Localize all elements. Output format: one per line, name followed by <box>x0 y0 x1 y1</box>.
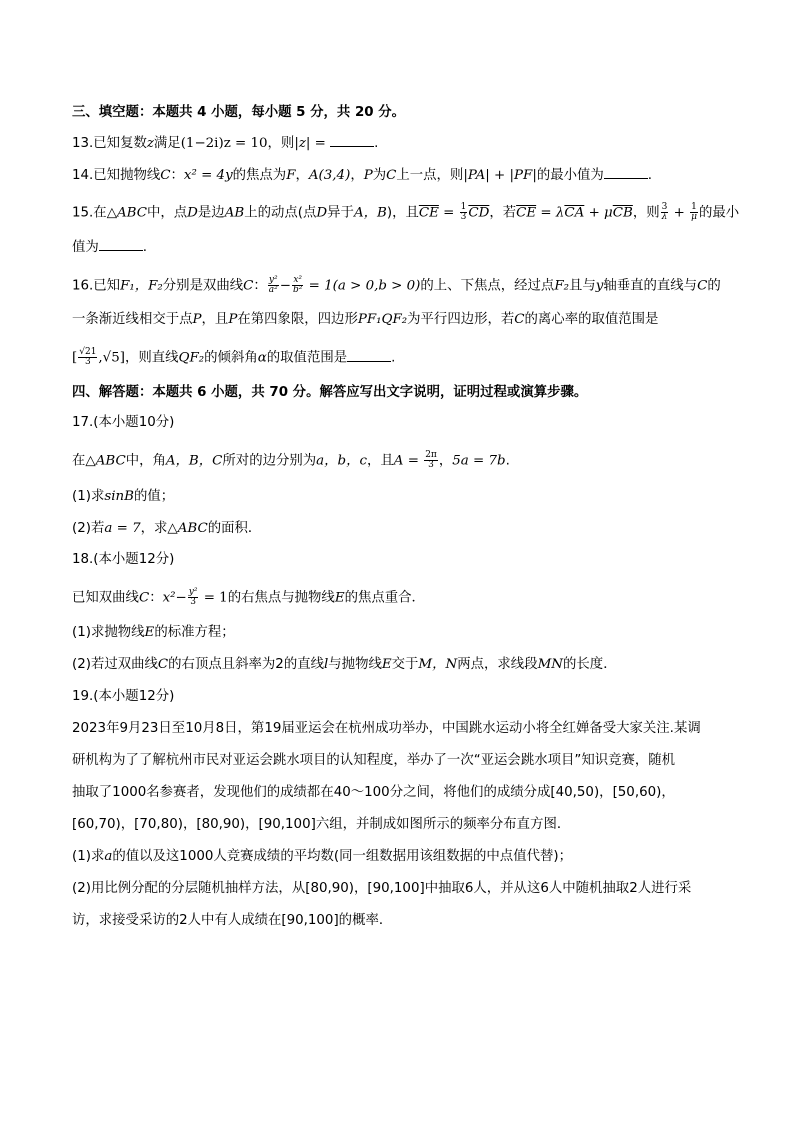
fraction-denominator: b² <box>293 285 303 295</box>
q16-math: C <box>697 278 708 294</box>
q16-math: C <box>514 312 525 327</box>
fraction-y2-3 <box>188 588 199 607</box>
q18-math: l <box>324 657 329 672</box>
fraction-one-third <box>460 203 468 222</box>
fraction-sqrt21-3 <box>78 348 97 367</box>
question-19-part-2: (2)用比例分配的分层随机抽样方法，从[80,90)，[90,100]中抽取6人，并从这6人中随机抽取2人进行采 <box>72 881 692 896</box>
q14-text: 的焦点为 <box>232 168 287 183</box>
q16-text: ，且 <box>201 312 229 327</box>
q17-text: ，且 <box>367 453 394 469</box>
q13-math: (1−2i)z = 10 <box>180 136 268 151</box>
q15-math: △ABC <box>106 205 147 221</box>
question-19-line: 抽取了1000名参赛者，发现他们的成绩都在40～100分之间，将他们的成绩分成[40,50)，[50,60)， <box>72 785 675 800</box>
q16-text: . <box>391 350 396 366</box>
q17-text: 的值； <box>133 489 175 504</box>
q13-text: 13.已知复数 <box>72 136 147 151</box>
fraction-y2-a2 <box>268 276 279 295</box>
question-19-part-2-cont: 访，求接受采访的2人中有人成绩在[90,100]的概率． <box>72 913 393 928</box>
q18-math: E <box>381 657 392 672</box>
q15-text: . <box>142 240 148 255</box>
q18-text: 两点，求线段 <box>457 657 538 672</box>
q16-text: 16.已知 <box>72 278 121 294</box>
question-14 <box>72 166 652 185</box>
fraction-denominator: a² <box>268 285 278 295</box>
q17-math: a，b，c <box>316 453 367 469</box>
q15-text: 是边 <box>197 205 225 221</box>
answer-blank[interactable] <box>330 134 374 147</box>
q16-text: 分别是双曲线 <box>162 278 244 294</box>
q14-math: A(3,4) <box>308 168 351 183</box>
q18-text: (2)若过双曲线 <box>72 657 158 672</box>
q15-math: AB <box>224 205 245 221</box>
q16-text: 的离心率的取值范围是 <box>524 312 659 327</box>
q14-text: . <box>647 168 653 183</box>
q18-math: E <box>144 625 155 640</box>
q15-math: + <box>669 205 690 221</box>
fraction-numerator: 3 <box>661 202 668 212</box>
q16-math: P <box>192 312 202 327</box>
fraction-numerator: y² <box>268 275 278 285</box>
q16-math: C <box>243 278 254 294</box>
q17-math: △ABC <box>85 453 126 469</box>
fraction-numerator: 2π <box>425 450 437 460</box>
q18-text: 已知双曲线 <box>72 590 139 606</box>
q15-math: D <box>316 205 328 221</box>
q14-math: F <box>286 168 296 183</box>
q17-text: ， <box>438 453 453 469</box>
q16-math: α <box>257 350 267 366</box>
fraction-numerator: 1 <box>460 202 467 212</box>
q16-text: 的上、下焦点，经过点 <box>420 278 555 294</box>
fraction-denominator: 3 <box>190 597 196 607</box>
vector-cd: $\overline{CD}$ <box>468 205 490 221</box>
q16-text: 且与 <box>568 278 596 294</box>
q15-text: 上的动点(点 <box>244 205 317 221</box>
q17-math: △ABC <box>167 521 208 536</box>
q16-math: P <box>228 312 238 327</box>
q13-math: = <box>310 136 331 151</box>
q18-math: x²− <box>162 590 187 606</box>
q17-math: a = 7 <box>104 521 141 536</box>
fraction-numerator: x² <box>293 275 303 285</box>
q17-text: (2)若 <box>72 521 105 536</box>
q16-math: PF₁QF₂ <box>357 312 408 327</box>
section-4-header: 四、解答题：本题共 6 小题，共 70 分。解答应写出文字说明，证明过程或演算步骤。 <box>72 385 588 400</box>
q14-text: ： <box>170 168 184 183</box>
q18-text: (1)求抛物线 <box>72 625 145 640</box>
q15-math: A，B <box>353 205 387 221</box>
q15-text: 15.在 <box>72 205 107 221</box>
q14-math: C <box>160 168 171 183</box>
q13-math: z <box>146 136 154 151</box>
q14-text: ， <box>295 168 309 183</box>
question-16-cont <box>72 311 658 329</box>
q14-text: 上一点，则 <box>396 168 464 183</box>
q16-text: ： <box>253 278 267 294</box>
q15-text: ，若 <box>489 205 517 221</box>
question-18 <box>72 588 425 608</box>
q15-text: 值为 <box>72 240 99 255</box>
vector-ce: $\overline{CE}$ <box>516 205 537 221</box>
q18-text: 与抛物线 <box>328 657 382 672</box>
q13-text: ，则 <box>267 136 295 151</box>
question-13 <box>72 134 378 153</box>
question-17-part-2 <box>72 520 261 538</box>
fraction-numerator: 1 <box>691 202 697 212</box>
q15-math: + μ <box>584 205 613 221</box>
q18-text: 的右焦点与抛物线 <box>227 590 335 606</box>
q15-text: ，则 <box>632 205 660 221</box>
q15-math: = <box>438 205 459 221</box>
q15-text: )，且 <box>386 205 419 221</box>
fraction-numerator: y² <box>188 587 198 597</box>
q16-math: F₁，F₂ <box>120 278 163 294</box>
question-18-part-2 <box>72 656 617 674</box>
q14-text: 14.已知抛物线 <box>72 168 161 183</box>
q16-math: QF₂ <box>178 350 205 366</box>
fraction-denominator: λ <box>661 212 668 222</box>
q17-text: (1)求 <box>72 489 105 504</box>
fraction-numerator: √21 <box>79 347 97 357</box>
q19-text: (1)求 <box>72 849 105 864</box>
question-19-part-1 <box>72 848 572 866</box>
vector-ca: $\overline{CA}$ <box>564 205 585 221</box>
q18-math: E <box>334 590 345 606</box>
q18-text: 的长度． <box>563 657 617 672</box>
q18-math: M，N <box>418 657 458 672</box>
question-18-title: 18.(本小题12分) <box>72 552 175 567</box>
q14-math: P <box>363 168 373 183</box>
question-17 <box>72 451 510 471</box>
q18-text: 的焦点重合． <box>344 590 425 606</box>
q18-math: C <box>157 657 169 672</box>
fraction-1-mu <box>690 203 698 222</box>
q16-text: 一条渐近线相交于点 <box>72 312 193 327</box>
answer-blank[interactable] <box>347 349 391 362</box>
question-15 <box>72 203 739 223</box>
q16-math: − <box>279 278 291 294</box>
question-17-part-1 <box>72 488 174 506</box>
q18-text: 的右顶点且斜率为2的直线 <box>168 657 324 672</box>
q17-text: 中，角 <box>125 453 166 469</box>
fraction-x2-b2 <box>292 276 303 295</box>
q17-math: A，B，C <box>165 453 223 469</box>
q18-text: 的标准方程； <box>154 625 235 640</box>
question-15-cont <box>72 238 147 257</box>
q18-text: ： <box>149 590 163 606</box>
q16-text: 在第四象限，四边形 <box>237 312 358 327</box>
q16-math: [ <box>72 350 78 366</box>
vector-ce: $\overline{CE}$ <box>418 205 439 221</box>
q16-text: 的 <box>707 278 721 294</box>
fraction-denominator: 3 <box>460 212 467 222</box>
section-3-header: 三、填空题：本题共 4 小题，每小题 5 分，共 20 分。 <box>72 105 406 120</box>
q14-text: 的最小值为 <box>536 168 604 183</box>
q15-text: 中，点 <box>147 205 188 221</box>
question-18-part-1 <box>72 624 235 642</box>
question-19-line: [60,70)，[70,80)，[80,90)，[90,100]六组，并制成如图所示的频率分布直方图． <box>72 817 571 832</box>
q17-text: 所对的边分别为 <box>222 453 317 469</box>
fraction-3-lambda <box>661 203 669 222</box>
q18-text: 交于 <box>391 657 419 672</box>
q15-math: D <box>187 205 198 221</box>
q15-text: 的最小 <box>698 205 740 221</box>
q15-math: = λ <box>536 205 565 221</box>
question-19-line: 研机构为了了解杭州市民对亚运会跳水项目的认知程度，举办了一次“亚运会跳水项目”知识竞赛，随机 <box>72 753 676 768</box>
q17-text: ，求 <box>140 521 168 536</box>
q18-math: = 1 <box>199 590 228 606</box>
question-17-title: 17.(本小题10分) <box>72 415 175 430</box>
q16-math: y <box>595 278 604 294</box>
q16-text: 的取值范围是 <box>266 350 348 366</box>
q14-math: |PA| + |PF| <box>463 168 537 183</box>
q16-math: = 1(a > 0,b > 0) <box>304 278 421 294</box>
question-19-title: 19.(本小题12分) <box>72 689 175 704</box>
q16-math: ,√5] <box>98 350 125 366</box>
q17-math: 5a = 7b <box>452 453 506 469</box>
q13-math: |z| <box>294 136 311 151</box>
q17-text: 的面积． <box>207 521 262 536</box>
q14-text: ， <box>350 168 364 183</box>
q14-math: C <box>386 168 397 183</box>
q13-text: 满足 <box>153 136 181 151</box>
q18-math: C <box>138 590 150 606</box>
answer-blank[interactable] <box>99 238 143 251</box>
q16-math: F₂ <box>554 278 569 294</box>
question-16 <box>72 276 721 296</box>
fraction-denominator: μ <box>691 212 697 222</box>
vector-cb: $\overline{CB}$ <box>612 205 633 221</box>
q16-text: ，则直线 <box>124 350 179 366</box>
question-16-cont <box>72 348 395 368</box>
answer-blank[interactable] <box>604 166 648 179</box>
q17-math: A = <box>393 453 424 469</box>
fraction-denominator: 3 <box>428 460 434 470</box>
question-19-line: 2023年9月23日至10月8日，第19届亚运会在杭州成功举办，中国跳水运动小将全红婵备受大家关注.某调 <box>72 721 701 736</box>
fraction-2pi-3 <box>424 451 438 470</box>
q14-text: 为 <box>372 168 387 183</box>
q16-text: 轴垂直的直线与 <box>603 278 698 294</box>
q17-math: sinB <box>104 489 134 504</box>
q17-text: . <box>505 453 510 469</box>
q19-math: a <box>104 849 113 864</box>
q13-text: . <box>374 136 379 151</box>
q19-text: 的值以及这1000人竞赛成绩的平均数(同一组数据用该组数据的中点值代替)； <box>112 849 572 864</box>
q17-text: 在 <box>72 453 86 469</box>
q18-math: MN <box>537 657 564 672</box>
q16-text: 为平行四边形，若 <box>407 312 515 327</box>
fraction-denominator: 3 <box>84 357 91 367</box>
q16-text: 的倾斜角 <box>204 350 258 366</box>
q15-text: 异于 <box>327 205 354 221</box>
q14-math: x² = 4y <box>183 168 233 183</box>
